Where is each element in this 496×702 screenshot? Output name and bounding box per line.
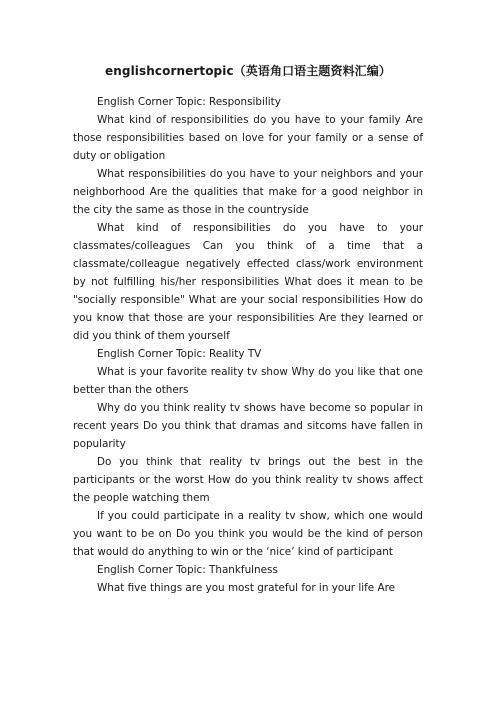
section-heading-reality-tv: English Corner Topic: Reality TV: [97, 348, 262, 360]
document-title: englishcornertopic（英语角口语主题资料汇编）: [105, 64, 391, 78]
paragraph: Do you think that reality tv brings out the best in the participants or the worst How do you think reality tv shows affect the people watching them: [73, 456, 423, 504]
paragraph: What five things are you most grateful for in your life Are: [97, 582, 396, 594]
section-heading-thankfulness: English Corner Topic: Thankfulness: [97, 564, 278, 576]
paragraph: What responsibilities do you have to your neighbors and your neighborhood Are the qualities that make for a good neighbor in the city the same as those in the countryside: [73, 168, 423, 216]
paragraph: What kind of responsibilities do you have to your family Are those responsibilities based on love for your family or a sense of duty or obligation: [73, 114, 423, 162]
paragraph: What kind of responsibilities do you have to your classmates/colleagues Can you think of a time that a classmate/colleague negatively effected class/work environment by not fulfilling his/her responsibilities What does it mean to be "socially responsible" What are your social responsibilities How do you know that those are your responsibilities Are they learned or did you think of them yourself: [73, 222, 423, 342]
paragraph: Why do you think reality tv shows have become so popular in recent years Do you think that dramas and sitcoms have fallen in popularity: [73, 402, 423, 450]
paragraph: If you could participate in a reality tv show, which one would you want to be on Do you think you would be the kind of person that would do anything to win or the ‘nice’ kind of participant: [73, 510, 423, 558]
section-heading-responsibility: English Corner Topic: Responsibility: [97, 96, 281, 108]
paragraph: What is your favorite reality tv show Why do you like that one better than the others: [73, 366, 423, 396]
